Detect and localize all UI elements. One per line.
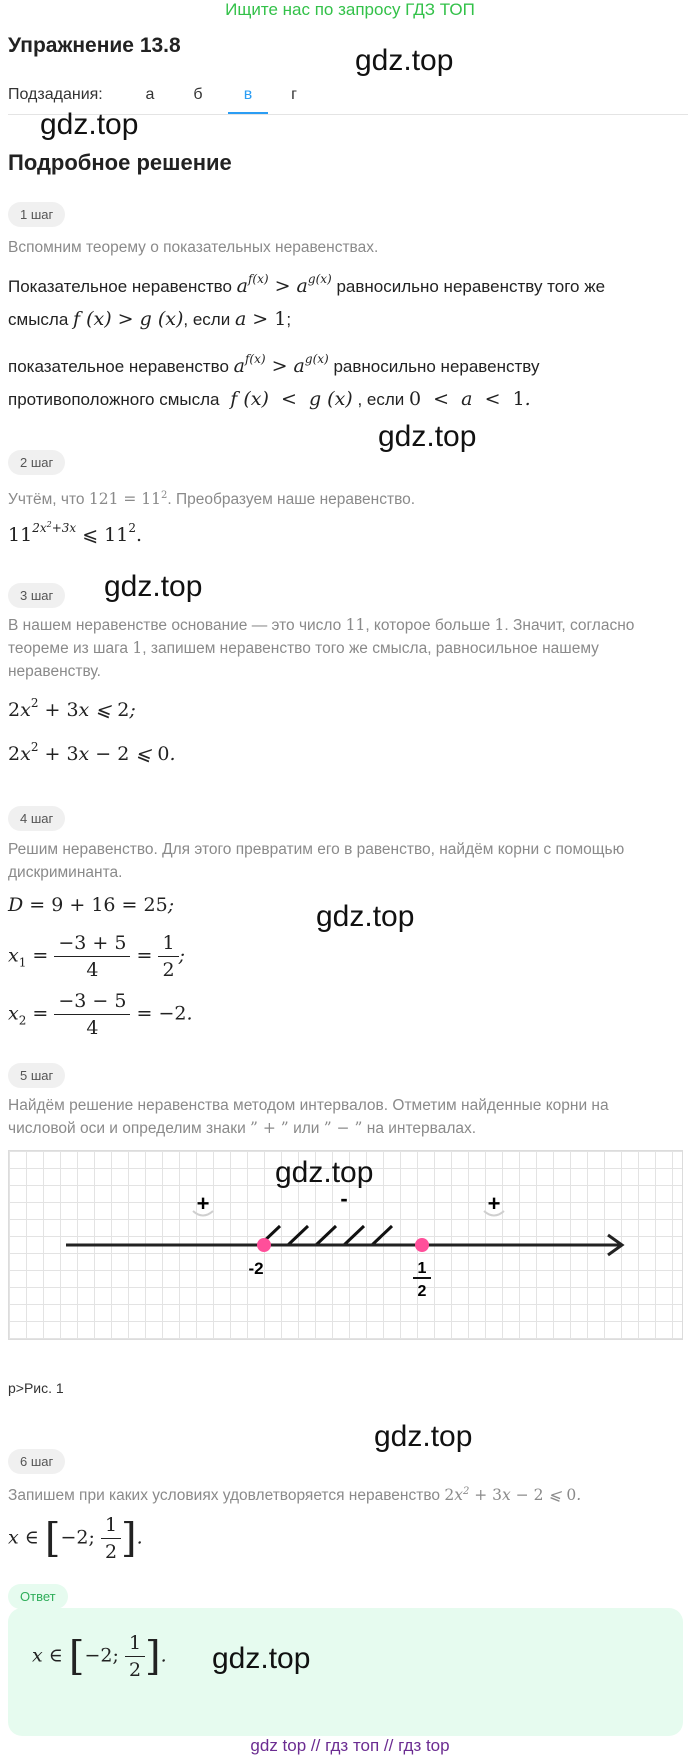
root-label-right-num: 1 (417, 1260, 427, 1277)
step-text: Вспомним теорему о показательных неравенствах. (8, 239, 379, 256)
step-badge: 2 шаг (8, 450, 65, 475)
math-line: D = 9 + 16 = 25; (8, 894, 175, 916)
number-line-svg (8, 1150, 683, 1340)
subtasks-label: Подзадания: (8, 86, 103, 103)
math-line: $x_2$ = $\frac{-3 - 5}{4}$ = −2. (8, 990, 193, 1039)
footer-links[interactable]: gdz top // гдз топ // гдз top (250, 1736, 450, 1755)
hatching (260, 1226, 392, 1245)
math-line: $x_1$ = $\frac{-3 + 5}{4}$ = $\frac{1}{2}$ ; (8, 932, 185, 981)
root-point (257, 1238, 271, 1252)
sign-plus-left: + (196, 1191, 210, 1216)
math-line: $11^{2x^2+3x}$ ⩽ $11^2$. (8, 520, 143, 546)
step-text: В нашем неравенстве основание — это число 11, которое больше 1. Значит, согласно теореме из шага 1, запишем неравенство того же смысла, равносильное нашему неравенству. (8, 616, 635, 680)
search-banner: Ищите нас по запросу ГДЗ ТОП (225, 0, 475, 19)
subtask-tab-g[interactable]: г (291, 86, 297, 103)
sign-minus: - (340, 1186, 348, 1211)
root-label-left: -2 (248, 1259, 264, 1278)
subtask-tab-b[interactable]: б (193, 86, 203, 103)
math-line: $2x^2 + 3x$ ⩽ 2; (8, 696, 136, 721)
step-text: Найдём решение неравенства методом интервалов. Отметим найденные корни на числовой оси и определим знаки ” + ” или ” − ” на интервалах. (8, 1097, 609, 1137)
section-title: Подробное решение (8, 150, 232, 175)
step-text-line: противоположного смысла f (x) < g (x) , если 0 < a < 1. (8, 388, 531, 410)
watermark: gdz.top (316, 900, 415, 933)
watermark: gdz.top (212, 1642, 311, 1675)
answer-badge: Ответ (8, 1584, 68, 1609)
watermark: gdz.top (275, 1156, 374, 1189)
step-text: Учтём, что $121 = 11^2$. Преобразуем наше неравенство. (8, 490, 416, 509)
watermark: gdz.top (374, 1420, 473, 1453)
active-tab-indicator (228, 112, 268, 114)
step-badge: 6 шаг (8, 1449, 65, 1474)
step-badge: 3 шаг (8, 583, 65, 608)
subtask-tab-a[interactable]: а (145, 86, 155, 103)
step-badge: 5 шаг (8, 1063, 65, 1088)
watermark: gdz.top (355, 44, 454, 77)
root-point (415, 1238, 429, 1252)
step-text: Решим неравенство. Для этого превратим его в равенство, найдём корни с помощью дискриминанта. (8, 841, 625, 881)
page-title: Упражнение 13.8 (8, 34, 181, 57)
subtask-tab-v[interactable]: в (243, 86, 253, 103)
watermark: gdz.top (104, 570, 203, 603)
step-badge: 4 шаг (8, 806, 65, 831)
math-line: $2x^2 + 3x - 2$ ⩽ 0. (8, 740, 176, 765)
step-text-line: смысла f (x) > g (x), если a > 1; (8, 308, 292, 330)
watermark: gdz.top (40, 108, 139, 141)
math-line: x ∈ [−2; $\frac{1}{2}$ ]. (8, 1514, 143, 1563)
step-text-line: Показательное неравенство $a^{f(x)} > a^{g(x)}$ равносильно неравенству того же (8, 272, 606, 297)
step-badge: 1 шаг (8, 202, 65, 227)
watermark: gdz.top (378, 420, 477, 453)
step-text-line: показательное неравенство $a^{f(x)} > a^{g(x)}$ равносильно неравенству (8, 352, 540, 377)
figure-caption: p>Рис. 1 (8, 1380, 64, 1396)
root-label-right-den: 2 (417, 1283, 427, 1300)
step-text: Запишем при каких условиях удовлетворяется неравенство $2x^2 + 3x - 2$ ⩽ 0. (8, 1486, 582, 1505)
sign-plus-right: + (487, 1191, 501, 1216)
answer-math: x ∈ [−2; $\frac{1}{2}$ ]. (32, 1632, 167, 1681)
